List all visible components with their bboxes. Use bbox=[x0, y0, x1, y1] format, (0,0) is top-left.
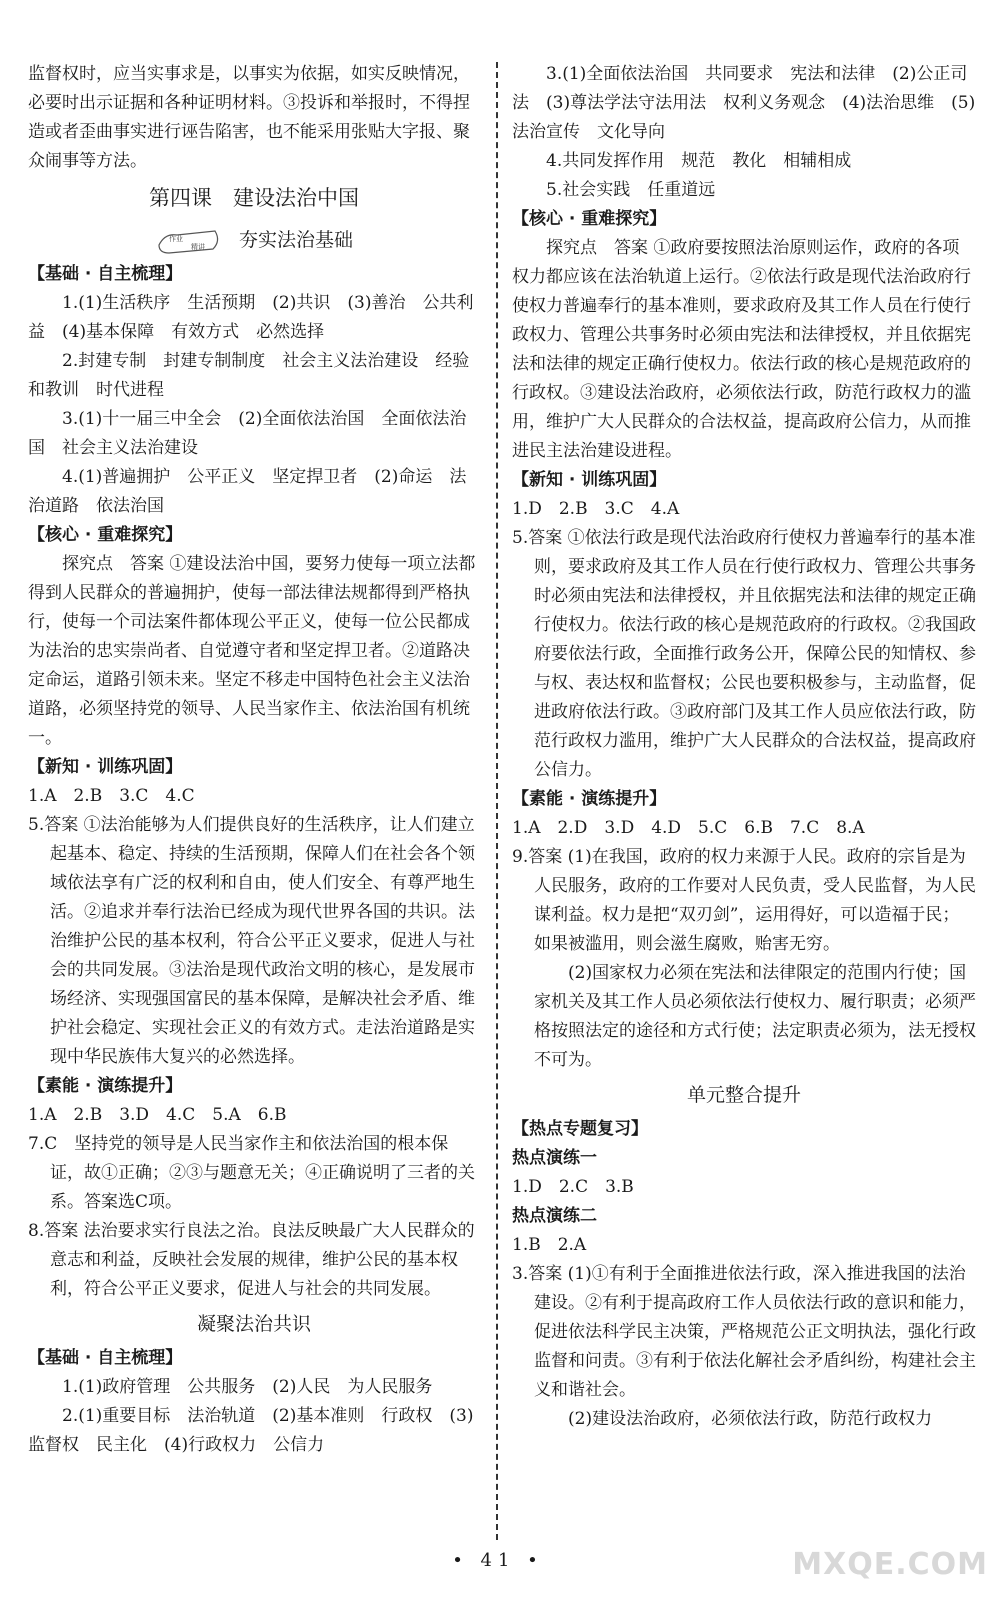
unit-title: 单元整合提升 bbox=[686, 1084, 801, 1106]
section-head-basic: 【基础 · 自主梳理】 bbox=[28, 264, 183, 284]
section-head-hot: 【热点专题复习】 bbox=[512, 1119, 648, 1139]
section-head-ability-2: 【素能 · 演练提升】 bbox=[512, 789, 667, 809]
section-head-practice: 【新知 · 训练巩固】 bbox=[28, 757, 183, 777]
basic-item-1: 1.(1)生活秩序 生活预期 (2)共识 (3)善治 公共利益 (4)基本保障 有效方式 必然选择 bbox=[28, 293, 474, 342]
hot2-title: 热点演练二 bbox=[512, 1206, 597, 1226]
right-column bbox=[512, 60, 976, 1434]
hot1-title: 热点演练一 bbox=[512, 1148, 597, 1168]
lesson2-title: 凝聚法治共识 bbox=[196, 1313, 311, 1335]
section-head-practice-2: 【新知 · 训练巩固】 bbox=[512, 470, 667, 490]
column-divider bbox=[496, 62, 498, 1540]
section-head-basic-2: 【基础 · 自主梳理】 bbox=[28, 1348, 183, 1368]
page-number: • 41 • bbox=[452, 1550, 544, 1571]
basic2-item-3: 3.(1)全面依法治国 共同要求 宪法和法律 (2)公正司法 (3)尊法学法守法用法 权利义务观念 (4)法治思维 (5)法治宣传 文化导向 bbox=[512, 64, 976, 142]
svg-text:精讲: 精讲 bbox=[190, 243, 205, 251]
ability2-answers: 1.A 2.D 3.D 4.D 5.C 6.B 7.C 8.A bbox=[512, 818, 865, 838]
homework-stamp-icon bbox=[155, 227, 225, 255]
section-head-core: 【核心 · 重难探究】 bbox=[28, 525, 183, 545]
ability-answers: 1.A 2.B 3.D 4.C 5.A 6.B bbox=[28, 1105, 287, 1125]
hot2-q3-part2: (2)建设法治政府，必须依法行政，防范行政权力 bbox=[568, 1409, 933, 1429]
ability-q8: 8.答案 法治要求实行良法之治。良法反映最广大人民群众的意志和利益，反映社会发展的规律，维护公民的基本权利，符合公平正义要求，促进人与社会的共同发展。 bbox=[28, 1221, 475, 1299]
ability2-q9-part2: (2)国家权力必须在宪法和法律限定的范围内行使；国家机关及其工作人员必须依法行使权力、履行职责；必须严格按照法定的途径和方式行使；法定职责必须为，法无授权不可为。 bbox=[534, 963, 976, 1070]
basic-item-3: 3.(1)十一届三中全会 (2)全面依法治国 全面依法治国 社会主义法治建设 bbox=[28, 409, 467, 458]
intro-paragraph: 监督权时，应当实事求是，以事实为依据，如实反映情况，必要时出示证据和各种证明材料。③投诉和举报时，不得捏造或者歪曲事实进行诬告陷害，也不能采用张贴大字报、聚众闹事等方法。 bbox=[28, 64, 470, 171]
ability-q7: 7.C 坚持党的领导是人民当家作主和依法治国的根本保证，故①正确；②③与题意无关；④正确说明了三者的关系。答案选C项。 bbox=[28, 1134, 475, 1212]
lesson1-title-row bbox=[28, 220, 480, 260]
svg-text:作业: 作业 bbox=[168, 235, 183, 243]
section-head-core-2: 【核心 · 重难探究】 bbox=[512, 209, 667, 229]
basic2-item-1: 1.(1)政府管理 公共服务 (2)人民 为人民服务 bbox=[62, 1377, 433, 1397]
hot2-q3-part1: 3.答案 (1)①有利于全面推进依法行政，深入推进我国的法治建设。②有利于提高政府工作人员依法行政的意识和能力，促进依法科学民主决策，严格规范公正文明执法，强化行政监督和问责。③有利于依法化解社会矛盾纠纷，构建社会主义和谐社会。 bbox=[512, 1264, 976, 1400]
hot1-answers: 1.D 2.C 3.B bbox=[512, 1177, 634, 1197]
practice-answers: 1.A 2.B 3.C 4.C bbox=[28, 786, 195, 806]
basic-item-4: 4.(1)普遍拥护 公平正义 坚定捍卫者 (2)命运 法治道路 依法治国 bbox=[28, 467, 467, 516]
lesson-title: 第四课 建设法治中国 bbox=[149, 186, 359, 210]
practice-q5: 5.答案 ①法治能够为人们提供良好的生活秩序，让人们建立起基本、稳定、持续的生活预期，保障人们在社会各个领域依法享有广泛的权利和自由，使人们安全、有尊严地生活。②追求并奉行法治已经成为现代世界各国的共识。法治维护公民的基本权利，符合公平正义要求，促进人与社会的共同发展。③法治是现代政治文明的核心，是发展市场经济、实现强国富民的基本保障，是解决社会矛盾、维护社会稳定、实现社会正义的有效方式。走法治道路是实现中华民族伟大复兴的必然选择。 bbox=[28, 815, 475, 1067]
practice2-answers: 1.D 2.B 3.C 4.A bbox=[512, 499, 680, 519]
core-answer: 探究点 答案 ①建设法治中国，要努力使每一项立法都得到人民群众的普遍拥护，使每一部法律法规都得到严格执行，使每一个司法案件都体现公平正义，使每一位公民都成为法治的忠实崇尚者、自觉遵守者和坚定捍卫者。②道路决定命运，道路引领未来。坚定不移走中国特色社会主义法治道路，必须坚持党的领导、人民当家作主、依法治国有机统一。 bbox=[28, 554, 476, 748]
practice2-q5: 5.答案 ①依法行政是现代法治政府行使权力普遍奉行的基本准则，要求政府及其工作人员在行使行政权力、管理公共事务时必须由宪法和法律授权，并且依据宪法和法律的规定正确行使权力。依法行政的核心是规范政府的行政权。②我国政府要依法行政，全面推行政务公开，保障公民的知情权、参与权、表达权和监督权；公民也要积极参与，主动监督，促进政府依法行政。③政府部门及其工作人员应依法行政，防范行政权力滥用，维护广大人民群众的合法权益，提高政府公信力。 bbox=[512, 528, 976, 780]
hot2-answers: 1.B 2.A bbox=[512, 1235, 587, 1255]
basic-item-2: 2.封建专制 封建专制制度 社会主义法治建设 经验和教训 时代进程 bbox=[28, 351, 470, 400]
ability2-q9-part1: 9.答案 (1)在我国，政府的权力来源于人民。政府的宗旨是为人民服务，政府的工作要对人民负责，受人民监督，为人民谋利益。权力是把“双刃剑”，运用得好，可以造福于民；如果被滥用，则会滋生腐败，贻害无穷。 bbox=[512, 847, 976, 954]
basic2-item-2: 2.(1)重要目标 法治轨道 (2)基本准则 行政权 (3)监督权 民主化 (4)行政权力 公信力 bbox=[28, 1406, 474, 1455]
left-column bbox=[28, 60, 480, 1460]
basic2-item-5: 5.社会实践 任重道远 bbox=[546, 180, 716, 200]
site-watermark: MXQE.COM bbox=[792, 1547, 988, 1582]
basic2-item-4: 4.共同发挥作用 规范 教化 相辅相成 bbox=[546, 151, 852, 171]
lesson1-title: 夯实法治基础 bbox=[238, 229, 353, 251]
section-head-ability: 【素能 · 演练提升】 bbox=[28, 1076, 183, 1096]
core2-answer: 探究点 答案 ①政府要按照法治原则运作，政府的各项权力都应该在法治轨道上运行。②依法行政是现代法治政府行使权力普遍奉行的基本准则，要求政府及其工作人员在行使行政权力、管理公共事务时必须由宪法和法律授权，并且依据宪法和法律的规定正确行使权力。依法行政的核心是规范政府的行政权。③建设法治政府，必须依法行政，防范行政权力的滥用，维护广大人民群众的合法权益，提高政府公信力，从而推进民主法治建设进程。 bbox=[512, 238, 971, 461]
